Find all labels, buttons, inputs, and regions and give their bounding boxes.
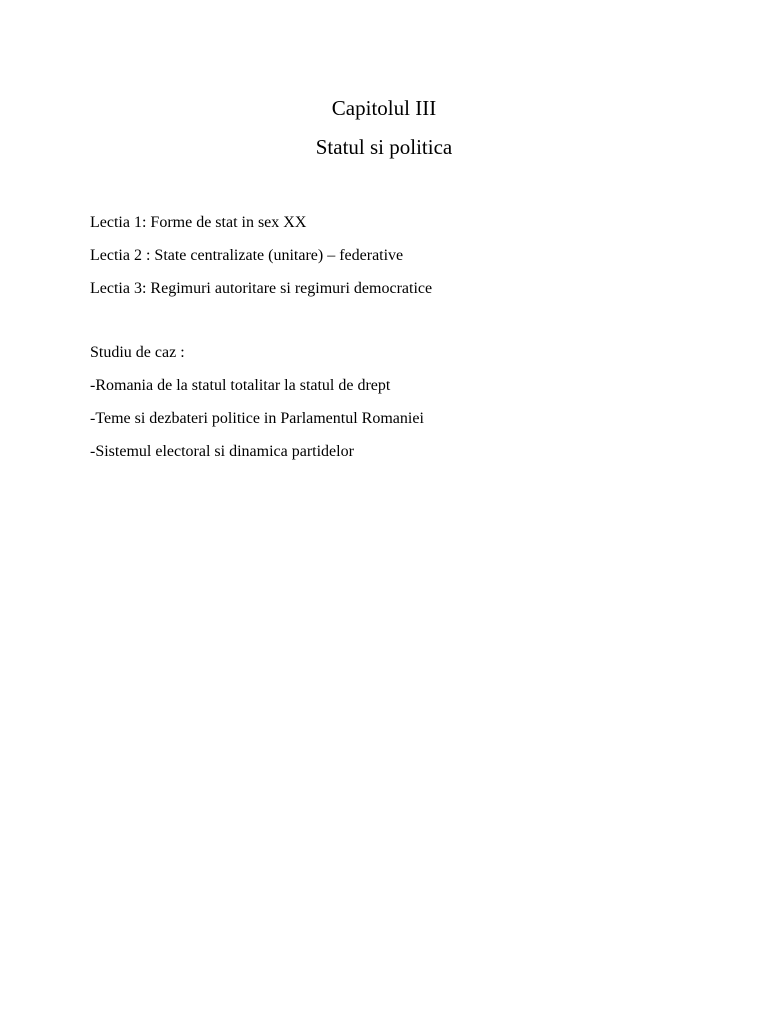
case-study-item-3: -Sistemul electoral si dinamica partidelor (90, 443, 354, 460)
case-study-item-1: -Romania de la statul totalitar la statul de drept (90, 377, 391, 394)
lesson-item-1: Lectia 1: Forme de stat in sex XX (90, 214, 307, 231)
lesson-list (90, 206, 432, 305)
chapter-subtitle: Statul si politica (315, 135, 453, 159)
case-study-item-2: -Teme si dezbateri politice in Parlamentul Romaniei (90, 410, 424, 427)
chapter-title: Capitolul III (331, 96, 437, 120)
lesson-item-3: Lectia 3: Regimuri autoritare si regimuri democratice (90, 280, 433, 297)
case-study-section (90, 336, 424, 468)
case-study-label: Studiu de caz : (90, 344, 185, 361)
lesson-item-2: Lectia 2 : State centralizate (unitare) – federative (90, 247, 404, 264)
